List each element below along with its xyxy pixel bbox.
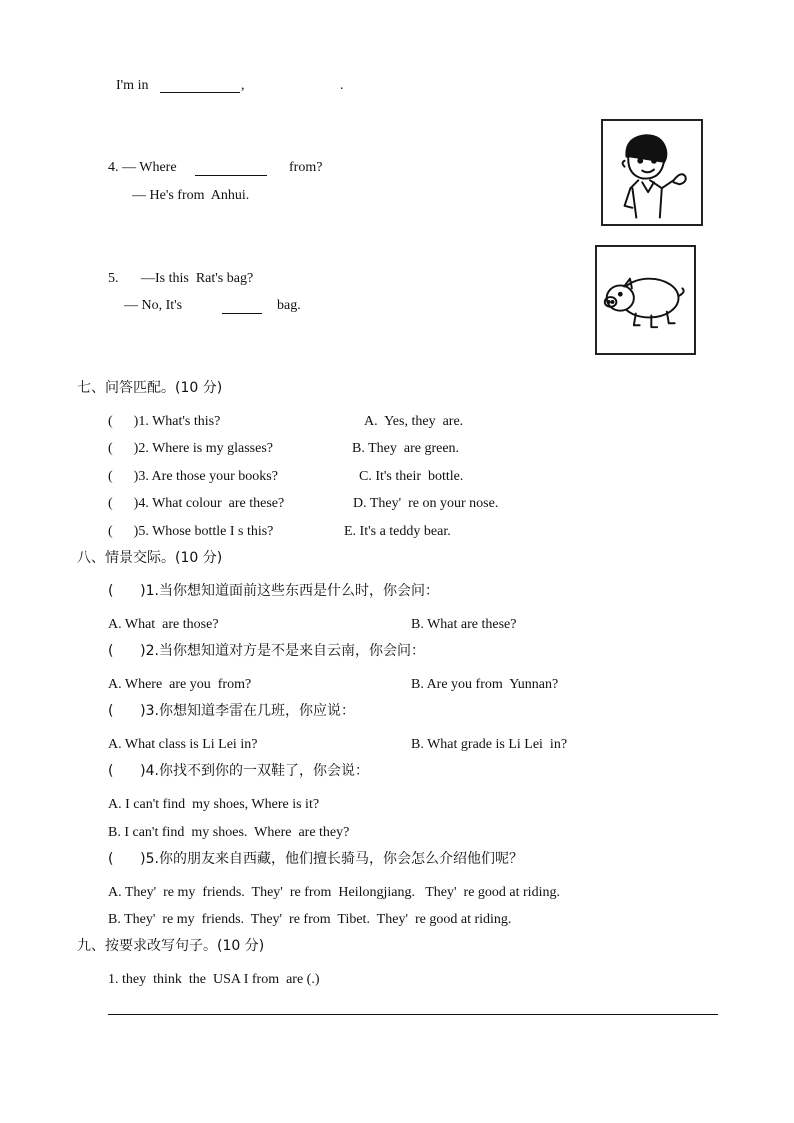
pig-icon	[597, 247, 694, 353]
q4-line1-end: from?	[289, 160, 323, 175]
q4-line2: — He's from Anhui.	[132, 188, 250, 203]
answer-blank[interactable]	[195, 175, 267, 176]
scenario-option-b: B. Are you from Yunnan?	[411, 677, 559, 692]
answer-blank[interactable]	[160, 92, 240, 93]
scenario-prompt: ( )2.当你想知道对方是不是来自云南，你会问：	[108, 643, 425, 659]
scenario-option-a: A. What class is Li Lei in?	[108, 737, 258, 752]
section-8-title: 八、情景交际。(10 分)	[77, 550, 223, 566]
q4-line1-start: 4. — Where	[108, 160, 177, 175]
match-answer: A. Yes, they are.	[364, 414, 464, 429]
boy-icon	[603, 121, 701, 224]
match-answer: D. They' re on your nose.	[353, 496, 499, 511]
match-question: ( )2. Where is my glasses?	[108, 441, 273, 456]
scenario-prompt: ( )4.你找不到你的一双鞋了，你会说：	[108, 763, 369, 779]
scenario-option-a: A. Where are you from?	[108, 677, 252, 692]
scenario-prompt: ( )5.你的朋友来自西藏，他们擅长骑马，你会怎么介绍他们呢？	[108, 851, 523, 867]
match-answer: C. It's their bottle.	[359, 469, 464, 484]
boy-pointing-illustration	[601, 119, 703, 226]
q5-line2-end: bag.	[277, 298, 301, 313]
scenario-option-b: B. What are these?	[411, 617, 517, 632]
top-comma: ,	[241, 78, 245, 93]
top-period: .	[340, 78, 344, 93]
match-question: ( )4. What colour are these?	[108, 496, 285, 511]
scenario-option-a: A. What are those?	[108, 617, 219, 632]
scenario-option-b: B. They' re my friends. They' re from Tibet. They' re good at riding.	[108, 912, 512, 927]
scenario-option-b: B. What grade is Li Lei in?	[411, 737, 568, 752]
match-question: ( )5. Whose bottle I s this?	[108, 524, 274, 539]
pig-illustration	[595, 245, 696, 355]
scenario-option-a: A. They' re my friends. They' re from Heilongjiang. They' re good at riding.	[108, 885, 560, 900]
q5-line2-start: — No, It's	[124, 298, 183, 313]
top-prefix: I'm in	[116, 78, 149, 93]
match-answer: E. It's a teddy bear.	[344, 524, 451, 539]
rewrite-question: 1. they think the USA I from are (.)	[108, 972, 320, 987]
scenario-prompt: ( )1.当你想知道面前这些东西是什么时，你会问：	[108, 583, 439, 599]
section-7-title: 七、问答匹配。(10 分)	[77, 380, 223, 396]
match-question: ( )3. Are those your books?	[108, 469, 278, 484]
match-question: ( )1. What's this?	[108, 414, 221, 429]
scenario-option-b: B. I can't find my shoes. Where are they?	[108, 825, 350, 840]
scenario-option-a: A. I can't find my shoes, Where is it?	[108, 797, 320, 812]
scenario-prompt: ( )3.你想知道李雷在几班，你应说：	[108, 703, 355, 719]
answer-blank[interactable]	[222, 313, 262, 314]
q5-line1: —Is this Rat's bag?	[141, 271, 254, 286]
answer-line[interactable]	[108, 1014, 718, 1015]
match-answer: B. They are green.	[352, 441, 460, 456]
section-9-title: 九、按要求改写句子。(10 分)	[77, 938, 265, 954]
q5-number: 5.	[108, 271, 119, 286]
